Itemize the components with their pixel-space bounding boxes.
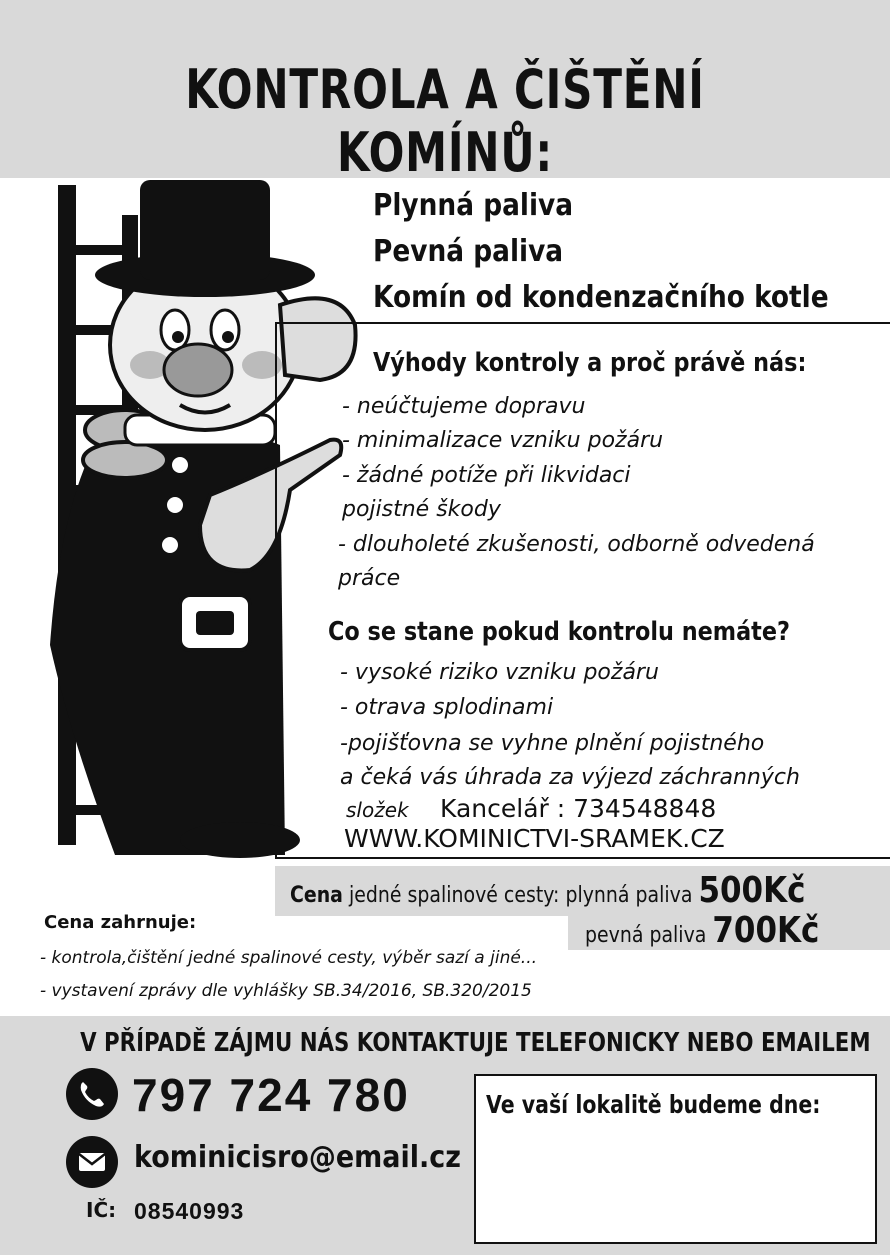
solid-label: pevná paliva <box>585 923 707 948</box>
price-label: jedné spalinové cesty: <box>348 883 560 908</box>
advantage-item: - dlouholeté zkušenosti, odborně odvedená <box>338 532 815 557</box>
website-url: WWW.KOMINICTVI-SRAMEK.CZ <box>344 824 725 853</box>
advantage-item: práce <box>338 566 401 591</box>
price-line-solid <box>585 910 819 951</box>
ic-label: IČ: <box>86 1198 117 1222</box>
gas-price: 500Kč <box>698 870 806 911</box>
advantage-item: - neúčtujeme dopravu <box>342 394 586 419</box>
fuel-item: Komín od kondenzačního kotle <box>373 280 829 315</box>
fuel-list <box>373 183 890 321</box>
gas-label: plynná paliva <box>565 883 693 908</box>
fuel-item: Plynná paliva <box>373 188 574 223</box>
included-item: - vystavení zprávy dle vyhlášky SB.34/2016, SB.320/2015 <box>40 981 532 1001</box>
included-title: Cena zahrnuje: <box>44 912 197 933</box>
solid-price: 700Kč <box>712 910 820 951</box>
price-line-gas <box>290 870 805 911</box>
included-item: - kontrola,čištění jedné spalinové cesty, výběr sazí a jiné... <box>40 948 538 968</box>
footer-title: V PŘÍPADĚ ZÁJMU NÁS KONTAKTUJE TELEFONICKY NEBO EMAILEM <box>80 1028 871 1058</box>
risk-item: -pojišťovna se vyhne plnění pojistného <box>340 731 765 756</box>
advantage-item: pojistné škody <box>342 497 501 522</box>
visit-date-box <box>474 1074 877 1244</box>
risks-heading: Co se stane pokud kontrolu nemáte? <box>328 617 791 647</box>
contact-email[interactable]: kominicisro@email.cz <box>134 1140 461 1175</box>
visit-date-label: Ve vaší lokalitě budeme dne: <box>486 1090 821 1119</box>
price-label-bold: Cena <box>290 883 343 908</box>
ic-value: 08540993 <box>134 1198 245 1224</box>
phone-icon <box>66 1068 118 1120</box>
advantages-heading: Výhody kontroly a proč právě nás: <box>373 348 807 378</box>
advantage-item: - žádné potíže při likvidaci <box>342 463 631 488</box>
page-title: KONTROLA A ČIŠTĚNÍ KOMÍNŮ: <box>185 58 705 184</box>
envelope-icon <box>66 1136 118 1188</box>
office-phone: Kancelář : 734548848 <box>440 794 717 823</box>
advantage-item: - minimalizace vzniku požáru <box>342 428 664 453</box>
risk-item: - vysoké riziko vzniku požáru <box>340 660 659 685</box>
risk-item: a čeká vás úhrada za výjezd záchranných <box>340 765 800 790</box>
fuel-item: Pevná paliva <box>373 234 564 269</box>
contact-phone[interactable]: 797 724 780 <box>132 1069 410 1121</box>
risk-item: složek <box>346 798 409 822</box>
risk-item: - otrava splodinami <box>340 695 554 720</box>
